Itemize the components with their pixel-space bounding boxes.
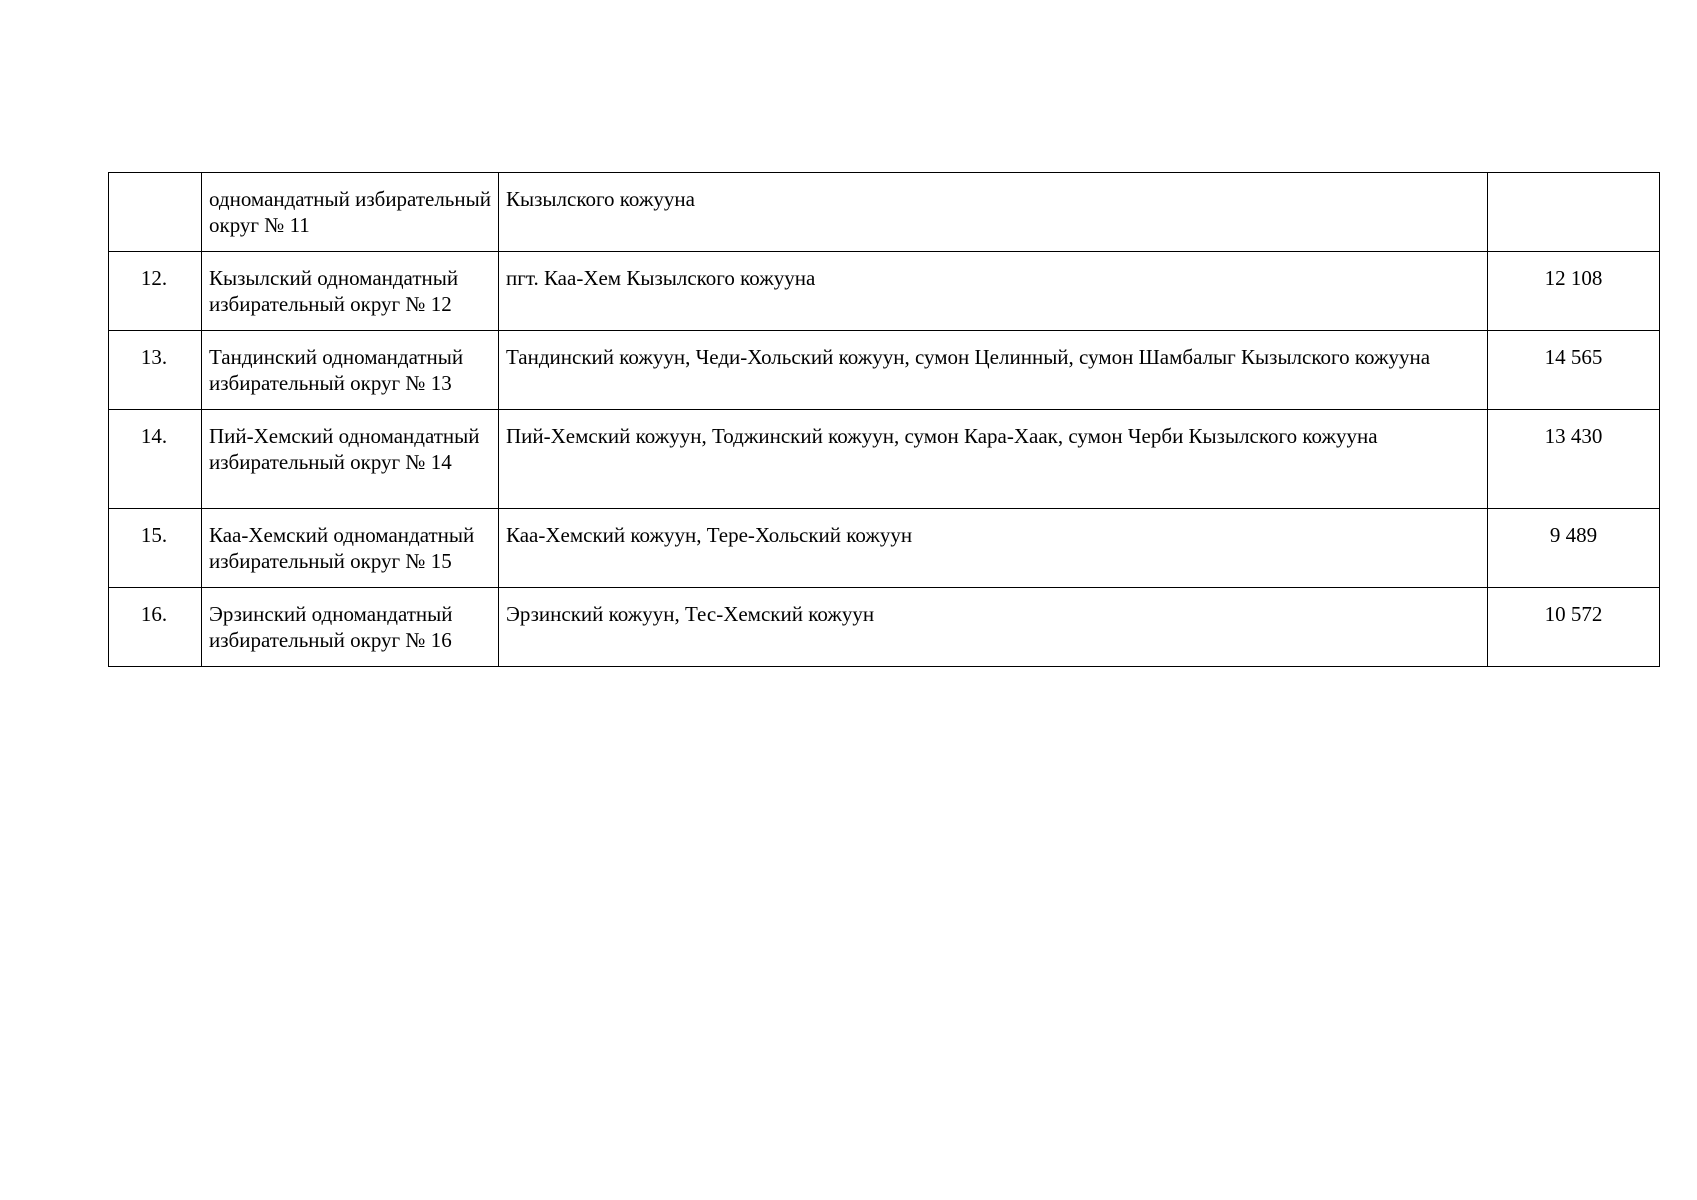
district-name: Пий-Хемский одномандатный избирательный округ № 14 xyxy=(202,410,499,509)
table-row xyxy=(109,410,1660,509)
district-territory: Эрзинский кожуун, Тес-Хемский кожуун xyxy=(499,588,1488,667)
district-name: Каа-Хемский одномандатный избирательный округ № 15 xyxy=(202,509,499,588)
district-name: Кызылский одномандатный избирательный округ № 12 xyxy=(202,252,499,331)
district-territory: Кызылского кожууна xyxy=(499,173,1488,252)
electoral-districts-table xyxy=(108,172,1660,667)
table-row xyxy=(109,252,1660,331)
voter-count: 14 565 xyxy=(1488,331,1660,410)
district-territory: Каа-Хемский кожуун, Тере-Хольский кожуун xyxy=(499,509,1488,588)
voter-count: 10 572 xyxy=(1488,588,1660,667)
district-territory: Тандинский кожуун, Чеди-Хольский кожуун, сумон Целинный, сумон Шамбалыг Кызылского кожууна xyxy=(499,331,1488,410)
voter-count: 9 489 xyxy=(1488,509,1660,588)
row-number: 14. xyxy=(109,410,202,509)
district-name: Эрзинский одномандатный избирательный округ № 16 xyxy=(202,588,499,667)
voter-count: 13 430 xyxy=(1488,410,1660,509)
district-name: Тандинский одномандатный избирательный округ № 13 xyxy=(202,331,499,410)
table-row xyxy=(109,173,1660,252)
row-number: 12. xyxy=(109,252,202,331)
row-number xyxy=(109,173,202,252)
row-number: 16. xyxy=(109,588,202,667)
voter-count: 12 108 xyxy=(1488,252,1660,331)
table-row xyxy=(109,331,1660,410)
voter-count xyxy=(1488,173,1660,252)
table-row xyxy=(109,588,1660,667)
row-number: 15. xyxy=(109,509,202,588)
table-row xyxy=(109,509,1660,588)
district-name: одномандатный избирательный округ № 11 xyxy=(202,173,499,252)
district-territory: пгт. Каа-Хем Кызылского кожууна xyxy=(499,252,1488,331)
row-number: 13. xyxy=(109,331,202,410)
district-territory: Пий-Хемский кожуун, Тоджинский кожуун, сумон Кара-Хаак, сумон Черби Кызылского кожууна xyxy=(499,410,1488,509)
